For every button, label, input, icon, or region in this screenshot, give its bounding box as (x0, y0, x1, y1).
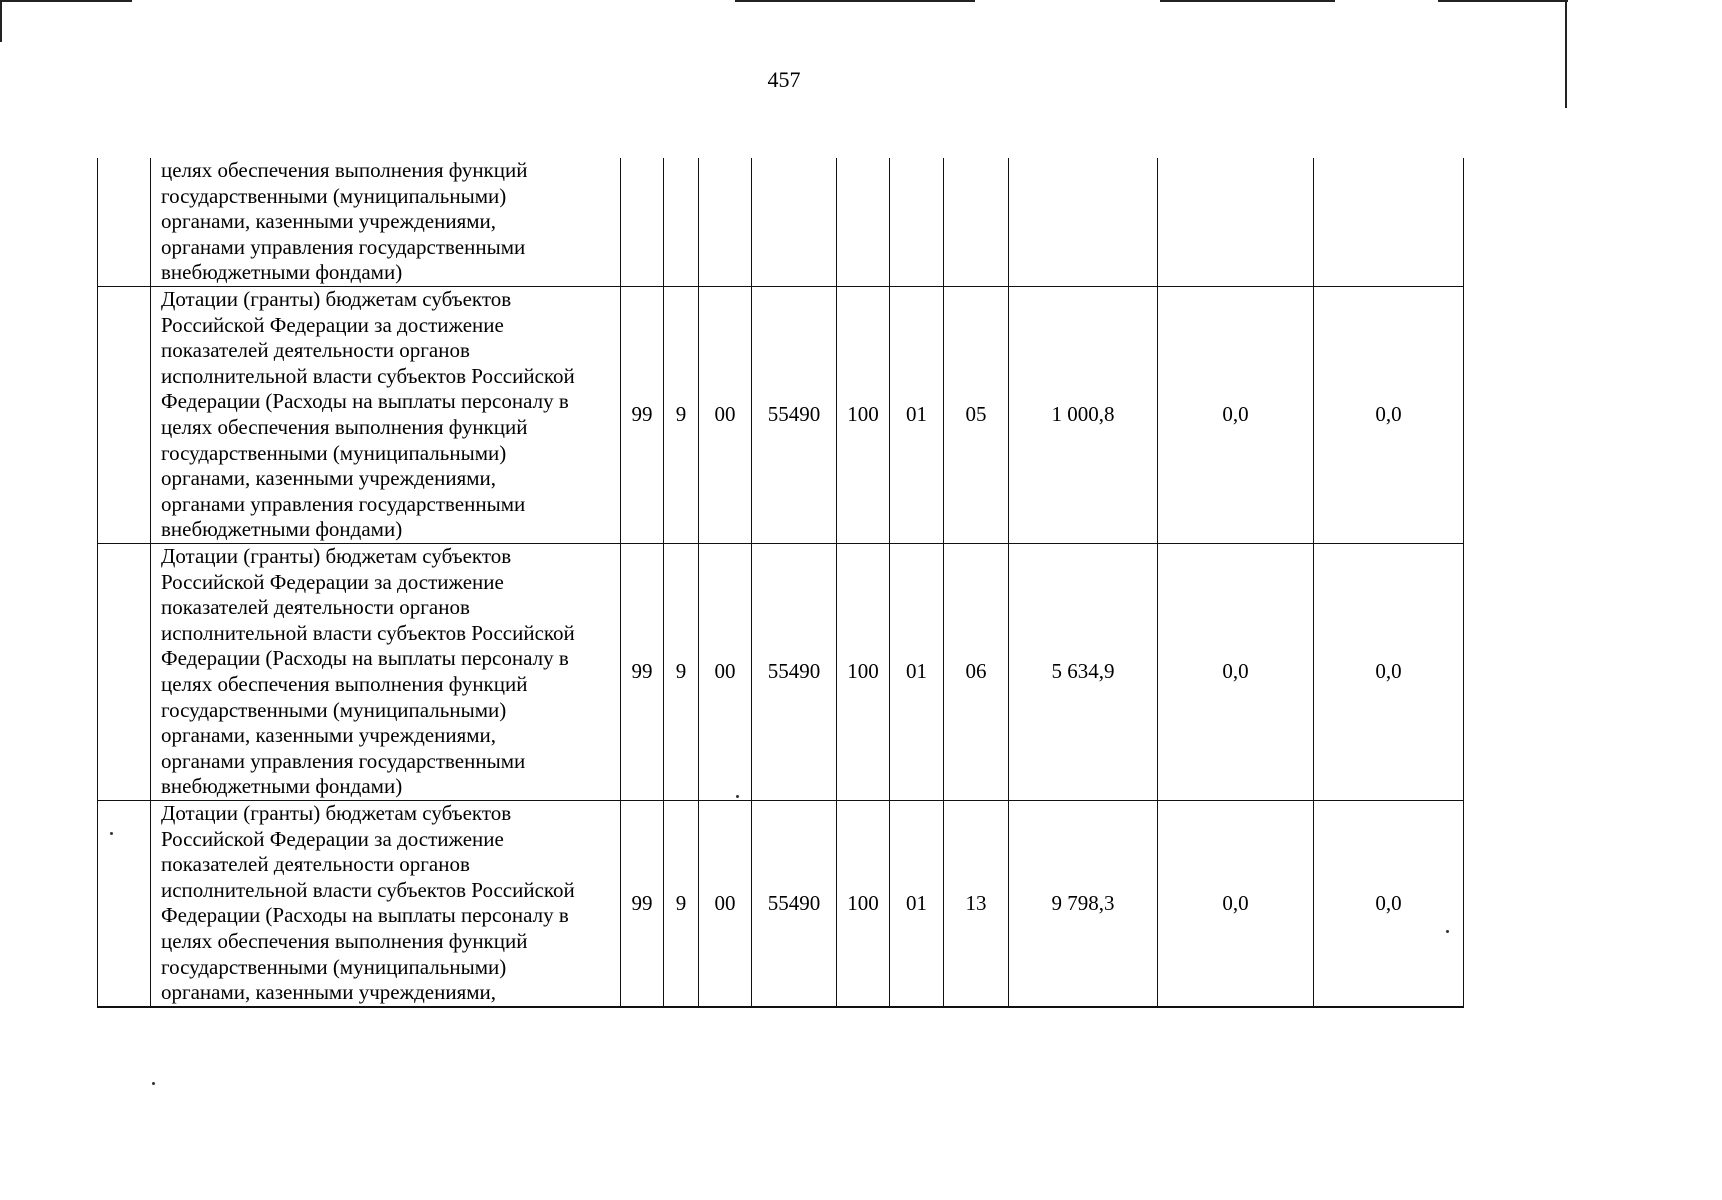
code-cell (837, 158, 890, 286)
table-row (98, 800, 1464, 1006)
subsection-cell: 06 (944, 543, 1009, 800)
amount-cell: 9 798,3 (1009, 800, 1158, 1006)
amount-cell: 0,0 (1158, 543, 1314, 800)
code-cell: 99 (621, 543, 664, 800)
amount-cell (1314, 158, 1464, 286)
code-cell: 100 (837, 286, 890, 543)
code-cell (664, 158, 699, 286)
description-text: целях обеспечения выполнения функций государственными (муниципальными) органами, казенными учреждениями, органами управления государственными внебюджетными фондами) (161, 158, 528, 285)
description-text: Дотации (гранты) бюджетам субъектов Российской Федерации за достижение показателей деятельности органов исполнительной власти субъектов Российской Федерации (Расходы на выплаты персоналу в целях обеспечения выполнения функций государственными (муниципальными) органами, казенными учреждениями, органами управления государственными внебюджетными фондами) (161, 543, 575, 799)
amount-cell: 0,0 (1158, 800, 1314, 1006)
scan-speck (736, 795, 739, 798)
subsection-cell (944, 158, 1009, 286)
budget-table (97, 158, 1464, 1008)
section-cell: 01 (890, 543, 944, 800)
code-cell: 00 (699, 543, 752, 800)
scan-speck (110, 832, 113, 835)
code-cell: 99 (621, 286, 664, 543)
amount-cell: 0,0 (1314, 800, 1464, 1006)
row-number-cell (98, 286, 151, 543)
description-cell (151, 800, 621, 1006)
code-cell: 100 (837, 800, 890, 1006)
code-cell: 55490 (752, 543, 837, 800)
page-number: 457 (767, 67, 801, 92)
code-cell (699, 158, 752, 286)
amount-cell: 0,0 (1158, 286, 1314, 543)
code-cell: 55490 (752, 286, 837, 543)
description-text: Дотации (гранты) бюджетам субъектов Российской Федерации за достижение показателей деятельности органов исполнительной власти субъектов Российской Федерации (Расходы на выплаты персоналу в целях обеспечения выполнения функций государственными (муниципальными) органами, казенными учреждениями, (161, 800, 575, 1005)
table-row (98, 158, 1464, 286)
code-cell: 99 (621, 800, 664, 1006)
subsection-cell: 13 (944, 800, 1009, 1006)
amount-cell: 0,0 (1314, 543, 1464, 800)
row-number-cell (98, 158, 151, 286)
amount-cell: 0,0 (1314, 286, 1464, 543)
description-cell (151, 543, 621, 800)
amount-cell: 5 634,9 (1009, 543, 1158, 800)
code-cell: 55490 (752, 800, 837, 1006)
section-cell (890, 158, 944, 286)
code-cell (752, 158, 837, 286)
description-cell (151, 286, 621, 543)
scan-edge-line (1438, 0, 1568, 2)
amount-cell (1158, 158, 1314, 286)
scan-edge-line (0, 0, 2, 42)
scan-edge-line (735, 0, 975, 2)
code-cell: 100 (837, 543, 890, 800)
scan-speck (1446, 930, 1449, 933)
table-row (98, 286, 1464, 543)
code-cell: 9 (664, 543, 699, 800)
section-cell: 01 (890, 286, 944, 543)
subsection-cell: 05 (944, 286, 1009, 543)
code-cell: 00 (699, 286, 752, 543)
row-number-cell (98, 800, 151, 1006)
description-cell (151, 158, 621, 286)
description-text: Дотации (гранты) бюджетам субъектов Российской Федерации за достижение показателей деятельности органов исполнительной власти субъектов Российской Федерации (Расходы на выплаты персоналу в целях обеспечения выполнения функций государственными (муниципальными) органами, казенными учреждениями, органами управления государственными внебюджетными фондами) (161, 286, 575, 542)
code-cell: 00 (699, 800, 752, 1006)
scan-edge-line (0, 0, 132, 2)
row-number-cell (98, 543, 151, 800)
table-row (98, 543, 1464, 800)
scan-edge-line (1160, 0, 1335, 2)
scan-speck (152, 1082, 155, 1085)
amount-cell: 1 000,8 (1009, 286, 1158, 543)
amount-cell (1009, 158, 1158, 286)
section-cell: 01 (890, 800, 944, 1006)
code-cell: 9 (664, 800, 699, 1006)
code-cell: 9 (664, 286, 699, 543)
code-cell (621, 158, 664, 286)
